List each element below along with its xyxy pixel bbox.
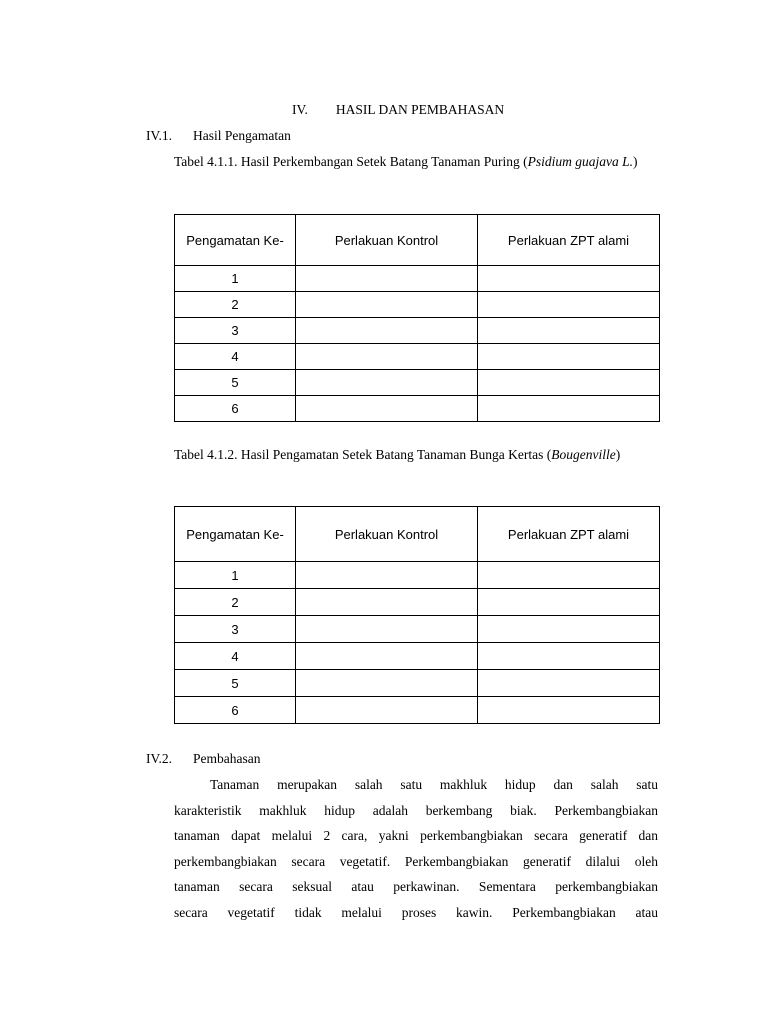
section-number: IV.1. — [146, 128, 173, 143]
table-cell — [478, 589, 660, 616]
table-cell — [478, 562, 660, 589]
table-cell — [478, 370, 660, 396]
table-row — [175, 344, 660, 370]
section-title: Pembahasan — [193, 751, 261, 766]
table-cell — [478, 643, 660, 670]
table-cell: 2 — [175, 292, 296, 318]
table-cell — [478, 616, 660, 643]
chapter-heading — [292, 102, 552, 118]
chapter-title: HASIL DAN PEMBAHASAN — [335, 102, 505, 117]
table-cell: 5 — [175, 370, 296, 396]
table-row — [175, 318, 660, 344]
table-cell — [296, 589, 478, 616]
chapter-number: IV. — [292, 102, 308, 117]
table2-caption-species: Bougenville — [551, 447, 616, 462]
table-row — [175, 266, 660, 292]
table-cell — [296, 562, 478, 589]
table-row — [175, 396, 660, 422]
column-header: Perlakuan ZPT alami — [478, 507, 660, 562]
table-row — [175, 589, 660, 616]
table-cell — [478, 670, 660, 697]
table-cell — [296, 697, 478, 724]
table-row — [175, 292, 660, 318]
table-row — [175, 697, 660, 724]
table-cell: 4 — [175, 344, 296, 370]
column-header: Perlakuan Kontrol — [296, 507, 478, 562]
table-cell: 3 — [175, 616, 296, 643]
table-header-row — [175, 507, 660, 562]
table-cell — [478, 318, 660, 344]
table-cell — [296, 643, 478, 670]
column-header: Pengamatan Ke- — [175, 215, 296, 266]
paragraph-line: tanaman dapat melalui 2 cara, yakni perkembangbiakan secara generatif dan — [174, 828, 658, 843]
table-cell: 1 — [175, 266, 296, 292]
table-cell: 6 — [175, 697, 296, 724]
table-cell: 2 — [175, 589, 296, 616]
table-cell: 1 — [175, 562, 296, 589]
paragraph-line: perkembangbiakan secara vegetatif. Perkembangbiakan generatif dilalui oleh — [174, 853, 658, 869]
table1-caption-suffix: ) — [633, 154, 638, 169]
table-cell: 3 — [175, 318, 296, 344]
column-header: Pengamatan Ke- — [175, 507, 296, 562]
table-cell: 6 — [175, 396, 296, 422]
section-number: IV.2. — [146, 751, 173, 766]
table-cell — [296, 292, 478, 318]
section-heading-pembahasan — [146, 751, 260, 767]
table2-caption — [174, 442, 658, 468]
table-header-row — [175, 215, 660, 266]
section-title: Hasil Pengamatan — [193, 128, 291, 143]
table-cell: 4 — [175, 643, 296, 670]
table1-caption-prefix: Tabel 4.1.1. Hasil Perkembangan Setek Batang Tanaman Puring ( — [174, 154, 528, 169]
table-cell — [296, 266, 478, 292]
table-cell — [296, 370, 478, 396]
table1-caption-species: Psidium guajava L. — [527, 154, 634, 169]
table-cell — [296, 396, 478, 422]
paragraph-line: Tanaman merupakan salah satu makhluk hidup dan salah satu — [210, 777, 658, 792]
table-row — [175, 562, 660, 589]
paragraph-line: secara vegetatif tidak melalui proses kawin. Perkembangbiakan atau — [174, 904, 658, 920]
table-cell — [478, 266, 660, 292]
table1-caption — [174, 149, 658, 175]
table-cell — [296, 344, 478, 370]
table-row — [175, 643, 660, 670]
table2-caption-prefix: Tabel 4.1.2. Hasil Pengamatan Setek Batang Tanaman Bunga Kertas ( — [174, 447, 552, 462]
column-header: Perlakuan ZPT alami — [478, 215, 660, 266]
table-cell — [478, 344, 660, 370]
table-cell — [296, 318, 478, 344]
table-cell — [478, 396, 660, 422]
column-header: Perlakuan Kontrol — [296, 215, 478, 266]
table-cell — [296, 670, 478, 697]
table-row — [175, 616, 660, 643]
table2 — [174, 506, 660, 724]
table-row — [175, 370, 660, 396]
section-heading-hasil-pengamatan — [146, 128, 291, 144]
table-cell — [478, 697, 660, 724]
table-cell: 5 — [175, 670, 296, 697]
table2-caption-suffix: ) — [615, 447, 621, 462]
paragraph-line: karakteristik makhluk hidup adalah berkembang biak. Perkembangbiakan — [174, 802, 658, 818]
table-cell — [296, 616, 478, 643]
discussion-paragraph — [174, 772, 658, 925]
table-row — [175, 670, 660, 697]
table1 — [174, 214, 660, 422]
paragraph-line: tanaman secara seksual atau perkawinan. Sementara perkembangbiakan — [174, 879, 658, 894]
table-cell — [478, 292, 660, 318]
